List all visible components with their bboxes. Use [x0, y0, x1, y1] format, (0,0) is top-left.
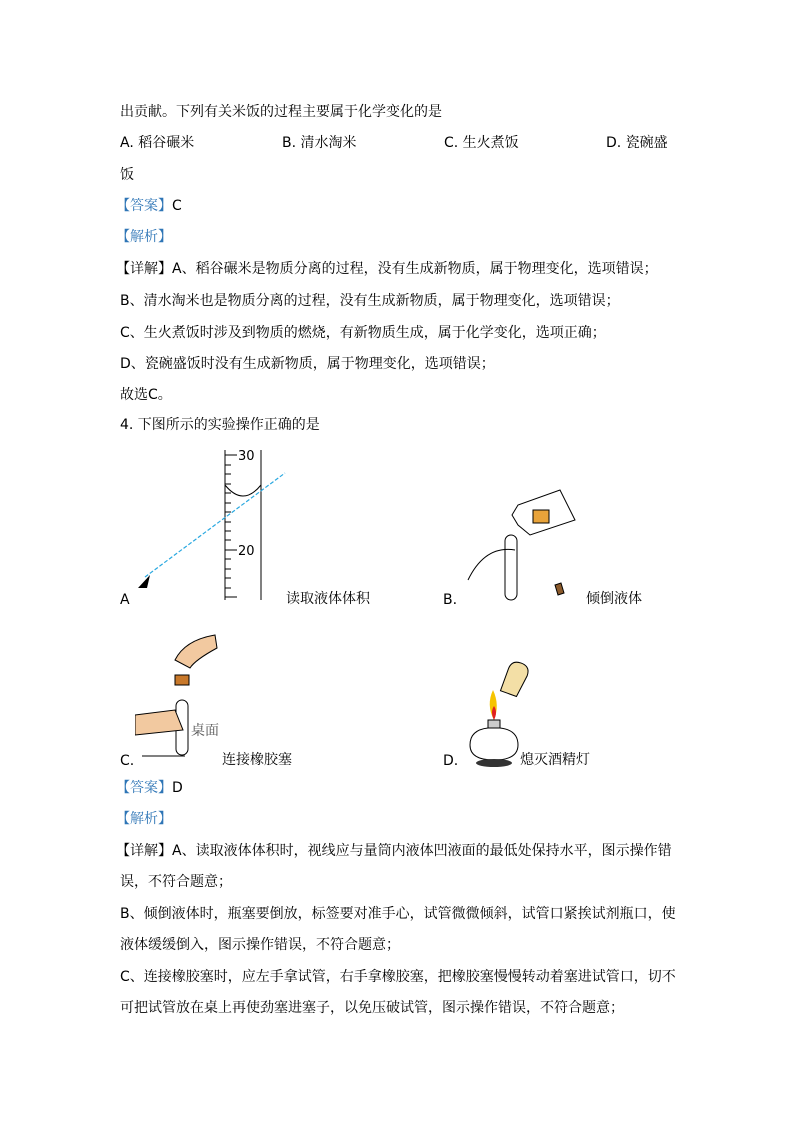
answer-value: C [172, 198, 182, 214]
option-d: D. 瓷碗盛 [606, 135, 668, 151]
figure-letter-b: B. [443, 592, 458, 608]
figure-caption-d: 熄灭酒精灯 [520, 752, 590, 768]
detail-line: B、清水淘米也是物质分离的过程，没有生成新物质，属于物理变化，选项错误； [120, 293, 620, 309]
answer-label: 【答案】 [116, 780, 172, 796]
desk-label: 桌面 [191, 723, 219, 739]
detail-line: 误，不符合题意； [120, 874, 232, 890]
figure-caption-c: 连接橡胶塞 [222, 752, 292, 768]
tick-label-20: 20 [238, 544, 255, 559]
option-c: C. 生火煮饭 [444, 135, 519, 151]
rubber-stopper-figure [135, 630, 225, 760]
figure-letter-a: A [120, 592, 130, 608]
figure-letter-d: D. [443, 753, 459, 769]
figure-letter-c: C. [120, 753, 135, 769]
figure-caption-b: 倾倒液体 [586, 591, 642, 607]
detail-line: A、稻谷碾米是物质分离的过程，没有生成新物质，属于物理变化，选项错误； [172, 261, 658, 277]
question-stem: 4. 下图所示的实验操作正确的是 [120, 417, 320, 433]
detail-line: 可把试管放在桌上再使劲塞进塞子，以免压破试管，图示操作错误，不符合题意； [120, 1000, 624, 1016]
detail-line: D、瓷碗盛饭时没有生成新物质，属于物理变化，选项错误； [120, 356, 495, 372]
question-stem: 出贡献。下列有关米饭的过程主要属于化学变化的是 [120, 104, 442, 120]
detail-line: B、倾倒液体时，瓶塞要倒放，标签要对准手心，试管微微倾斜，试管口紧挨试剂瓶口，使 [120, 906, 676, 922]
analysis-label: 【解析】 [116, 811, 172, 827]
analysis-label: 【解析】 [116, 229, 172, 245]
detail-line: C、连接橡胶塞时，应左手拿试管，右手拿橡胶塞，把橡胶塞慢慢转动着塞进试管口，切不 [120, 969, 676, 985]
option-d-wrap: 饭 [120, 167, 134, 183]
figure-caption-a: 读取液体体积 [286, 591, 370, 607]
detail-label: 【详解】 [116, 843, 172, 859]
graduated-cylinder-figure [130, 445, 300, 605]
detail-line: C、生火煮饭时涉及到物质的燃烧，有新物质生成，属于化学变化，选项正确； [120, 325, 606, 341]
pouring-liquid-figure [460, 465, 590, 605]
conclusion: 故选C。 [120, 387, 172, 403]
option-a: A. 稻谷碾米 [120, 135, 195, 151]
detail-line: A、读取液体体积时，视线应与量筒内液体凹液面的最低处保持水平，图示操作错 [172, 843, 672, 859]
detail-line: 液体缓缓倒入，图示操作错误，不符合题意； [120, 937, 400, 953]
answer-label: 【答案】 [116, 198, 172, 214]
option-b: B. 清水淘米 [282, 135, 357, 151]
detail-label: 【详解】 [116, 261, 172, 277]
tick-label-30: 30 [238, 449, 255, 464]
answer-value: D [172, 780, 183, 796]
